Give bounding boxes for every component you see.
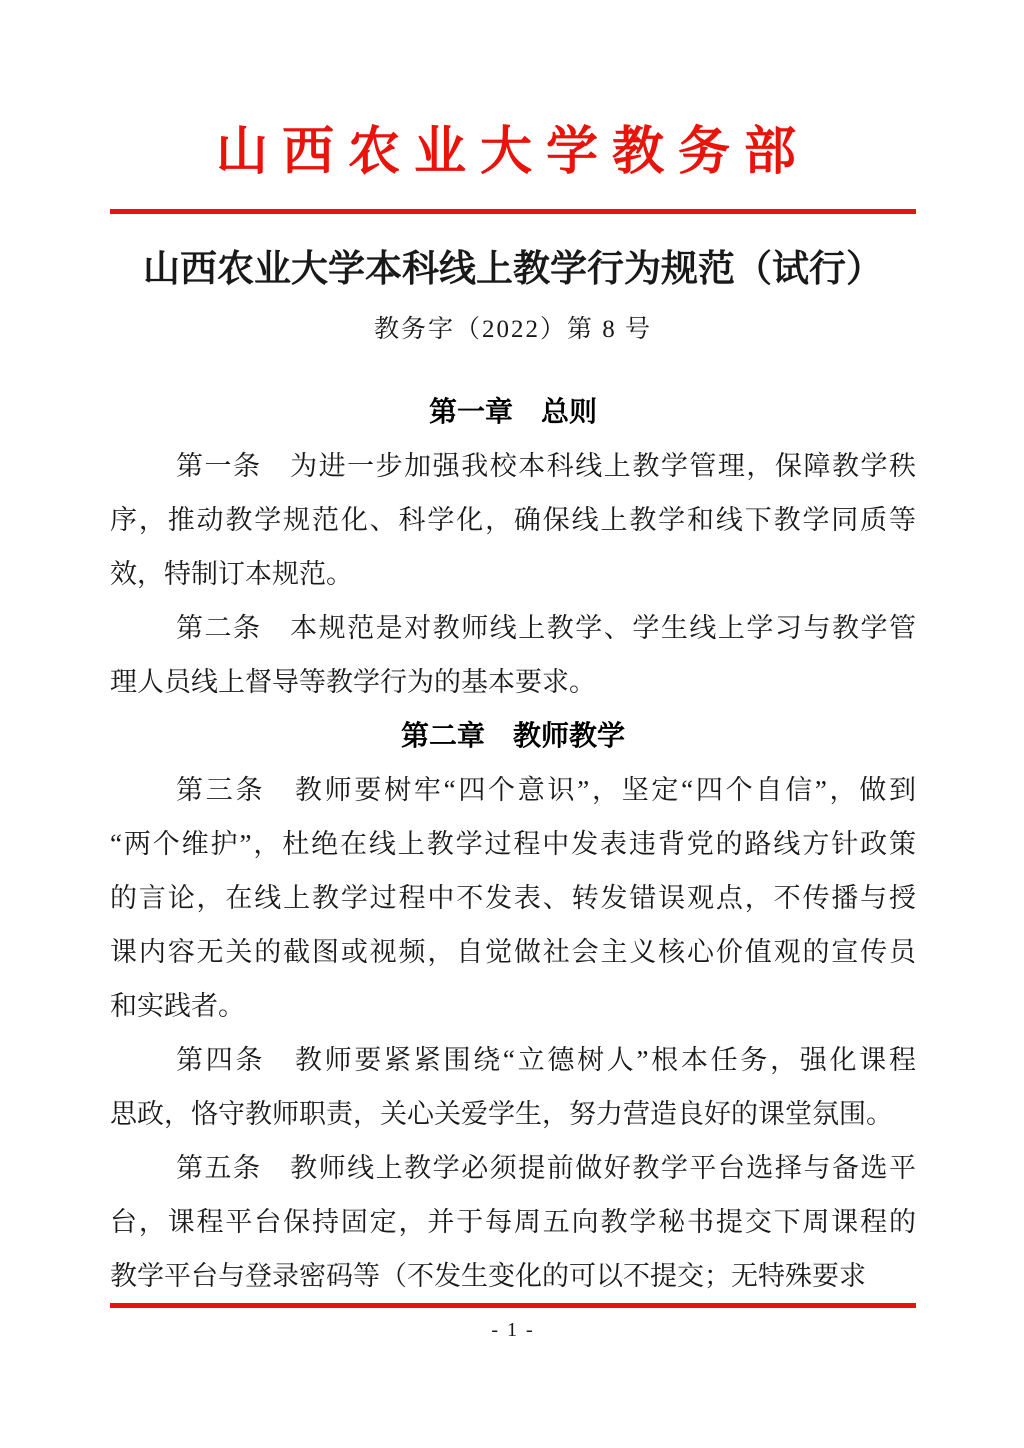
paragraph-line: 的言论，在线上教学过程中不发表、转发错误观点，不传播与授 xyxy=(110,883,916,913)
paragraph-line: 第三条 教师要树牢“四个意识”，坚定“四个自信”，做到 xyxy=(176,775,916,805)
paragraph-line: “两个维护”，杜绝在线上教学过程中发表违背党的路线方针政策 xyxy=(110,829,916,859)
paragraph-line: 理人员线上督导等教学行为的基本要求。 xyxy=(110,667,596,697)
paragraph-line: 第一条 为进一步加强我校本科线上教学管理，保障教学秩 xyxy=(176,451,916,481)
paragraph-line: 思政，恪守教师职责，关心关爱学生，努力营造良好的课堂氛围。 xyxy=(110,1099,893,1129)
paragraph-line: 效，特制订本规范。 xyxy=(110,559,353,589)
paragraph-line: 第二条 本规范是对教师线上教学、学生线上学习与教学管 xyxy=(176,613,916,643)
chapter-heading: 第二章 教师教学 xyxy=(400,720,625,751)
letterhead-divider-line xyxy=(110,209,916,214)
document-number: 教务字（2022）第 8 号 xyxy=(373,316,652,343)
document-body xyxy=(110,385,916,1303)
paragraph-line: 序，推动教学规范化、科学化，确保线上教学和线下教学同质等 xyxy=(110,505,916,535)
paragraph-line: 教学平台与登录密码等（不发生变化的可以不提交；无特殊要求 xyxy=(110,1261,866,1291)
document-title: 山西农业大学本科线上教学行为规范（试行） xyxy=(143,249,883,290)
paragraph-line: 第五条 教师线上教学必须提前做好教学平台选择与备选平 xyxy=(176,1153,916,1183)
chapter-heading: 第一章 总则 xyxy=(428,396,597,427)
letterhead-org-name: 山西农业大学教务部 xyxy=(215,123,810,181)
footer-divider-line xyxy=(110,1303,916,1308)
paragraph-line: 第四条 教师要紧紧围绕“立德树人”根本任务，强化课程 xyxy=(176,1045,916,1075)
paragraph-line: 和实践者。 xyxy=(110,991,245,1021)
page-number: - 1 - xyxy=(491,1319,535,1341)
paragraph-line: 台，课程平台保持固定，并于每周五向教学秘书提交下周课程的 xyxy=(110,1207,916,1237)
paragraph-line: 课内容无关的截图或视频，自觉做社会主义核心价值观的宣传员 xyxy=(110,937,916,967)
